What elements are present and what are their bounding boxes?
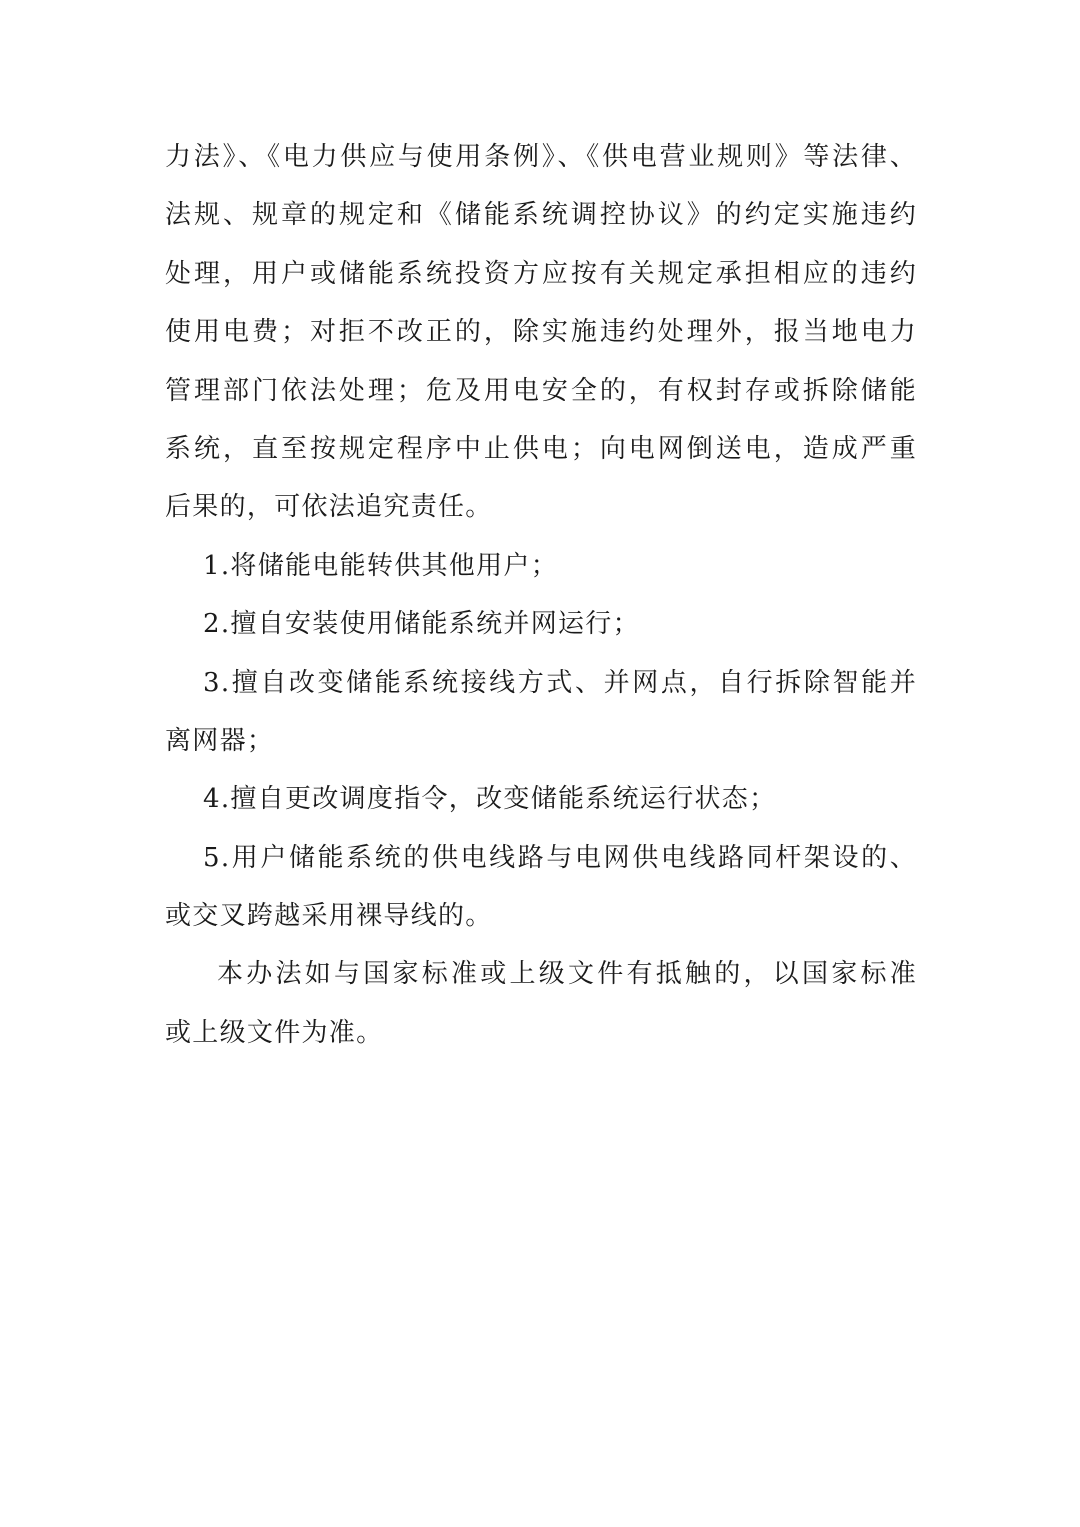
document-body xyxy=(165,128,917,1062)
list-item-5-continuation: 或交叉跨越采用裸导线的。 xyxy=(165,901,493,932)
paragraph-line: 使用电费；对拒不改正的，除实施违约处理外，报当地电力 xyxy=(165,317,917,348)
paragraph-line: 管理部门依法处理；危及用电安全的，有权封存或拆除储能 xyxy=(165,375,917,406)
list-item-2: 2.擅自安装使用储能系统并网运行； xyxy=(203,609,640,640)
list-item-1: 1.将储能电能转供其他用户； xyxy=(203,550,559,581)
list-item-5: 5.用户储能系统的供电线路与电网供电线路同杆架设的、 xyxy=(203,842,917,873)
paragraph-line: 系统，直至按规定程序中止供电；向电网倒送电，造成严重 xyxy=(165,433,917,464)
closing-paragraph-line: 本办法如与国家标准或上级文件有抵触的，以国家标准 xyxy=(217,959,917,990)
paragraph-line: 力法》、《电力供应与使用条例》、《供电营业规则》等法律、 xyxy=(165,142,917,172)
paragraph-line: 后果的，可依法追究责任。 xyxy=(165,492,493,523)
closing-paragraph-line: 或上级文件为准。 xyxy=(165,1017,384,1048)
list-item-3: 3.擅自改变储能系统接线方式、并网点，自行拆除智能并 xyxy=(203,667,917,698)
paragraph-line: 法规、规章的规定和《储能系统调控协议》的约定实施违约 xyxy=(165,200,917,231)
paragraph-line: 处理，用户或储能系统投资方应按有关规定承担相应的违约 xyxy=(165,258,917,289)
list-item-4: 4.擅自更改调度指令，改变储能系统运行状态； xyxy=(203,784,777,815)
list-item-3-continuation: 离网器； xyxy=(165,725,275,756)
